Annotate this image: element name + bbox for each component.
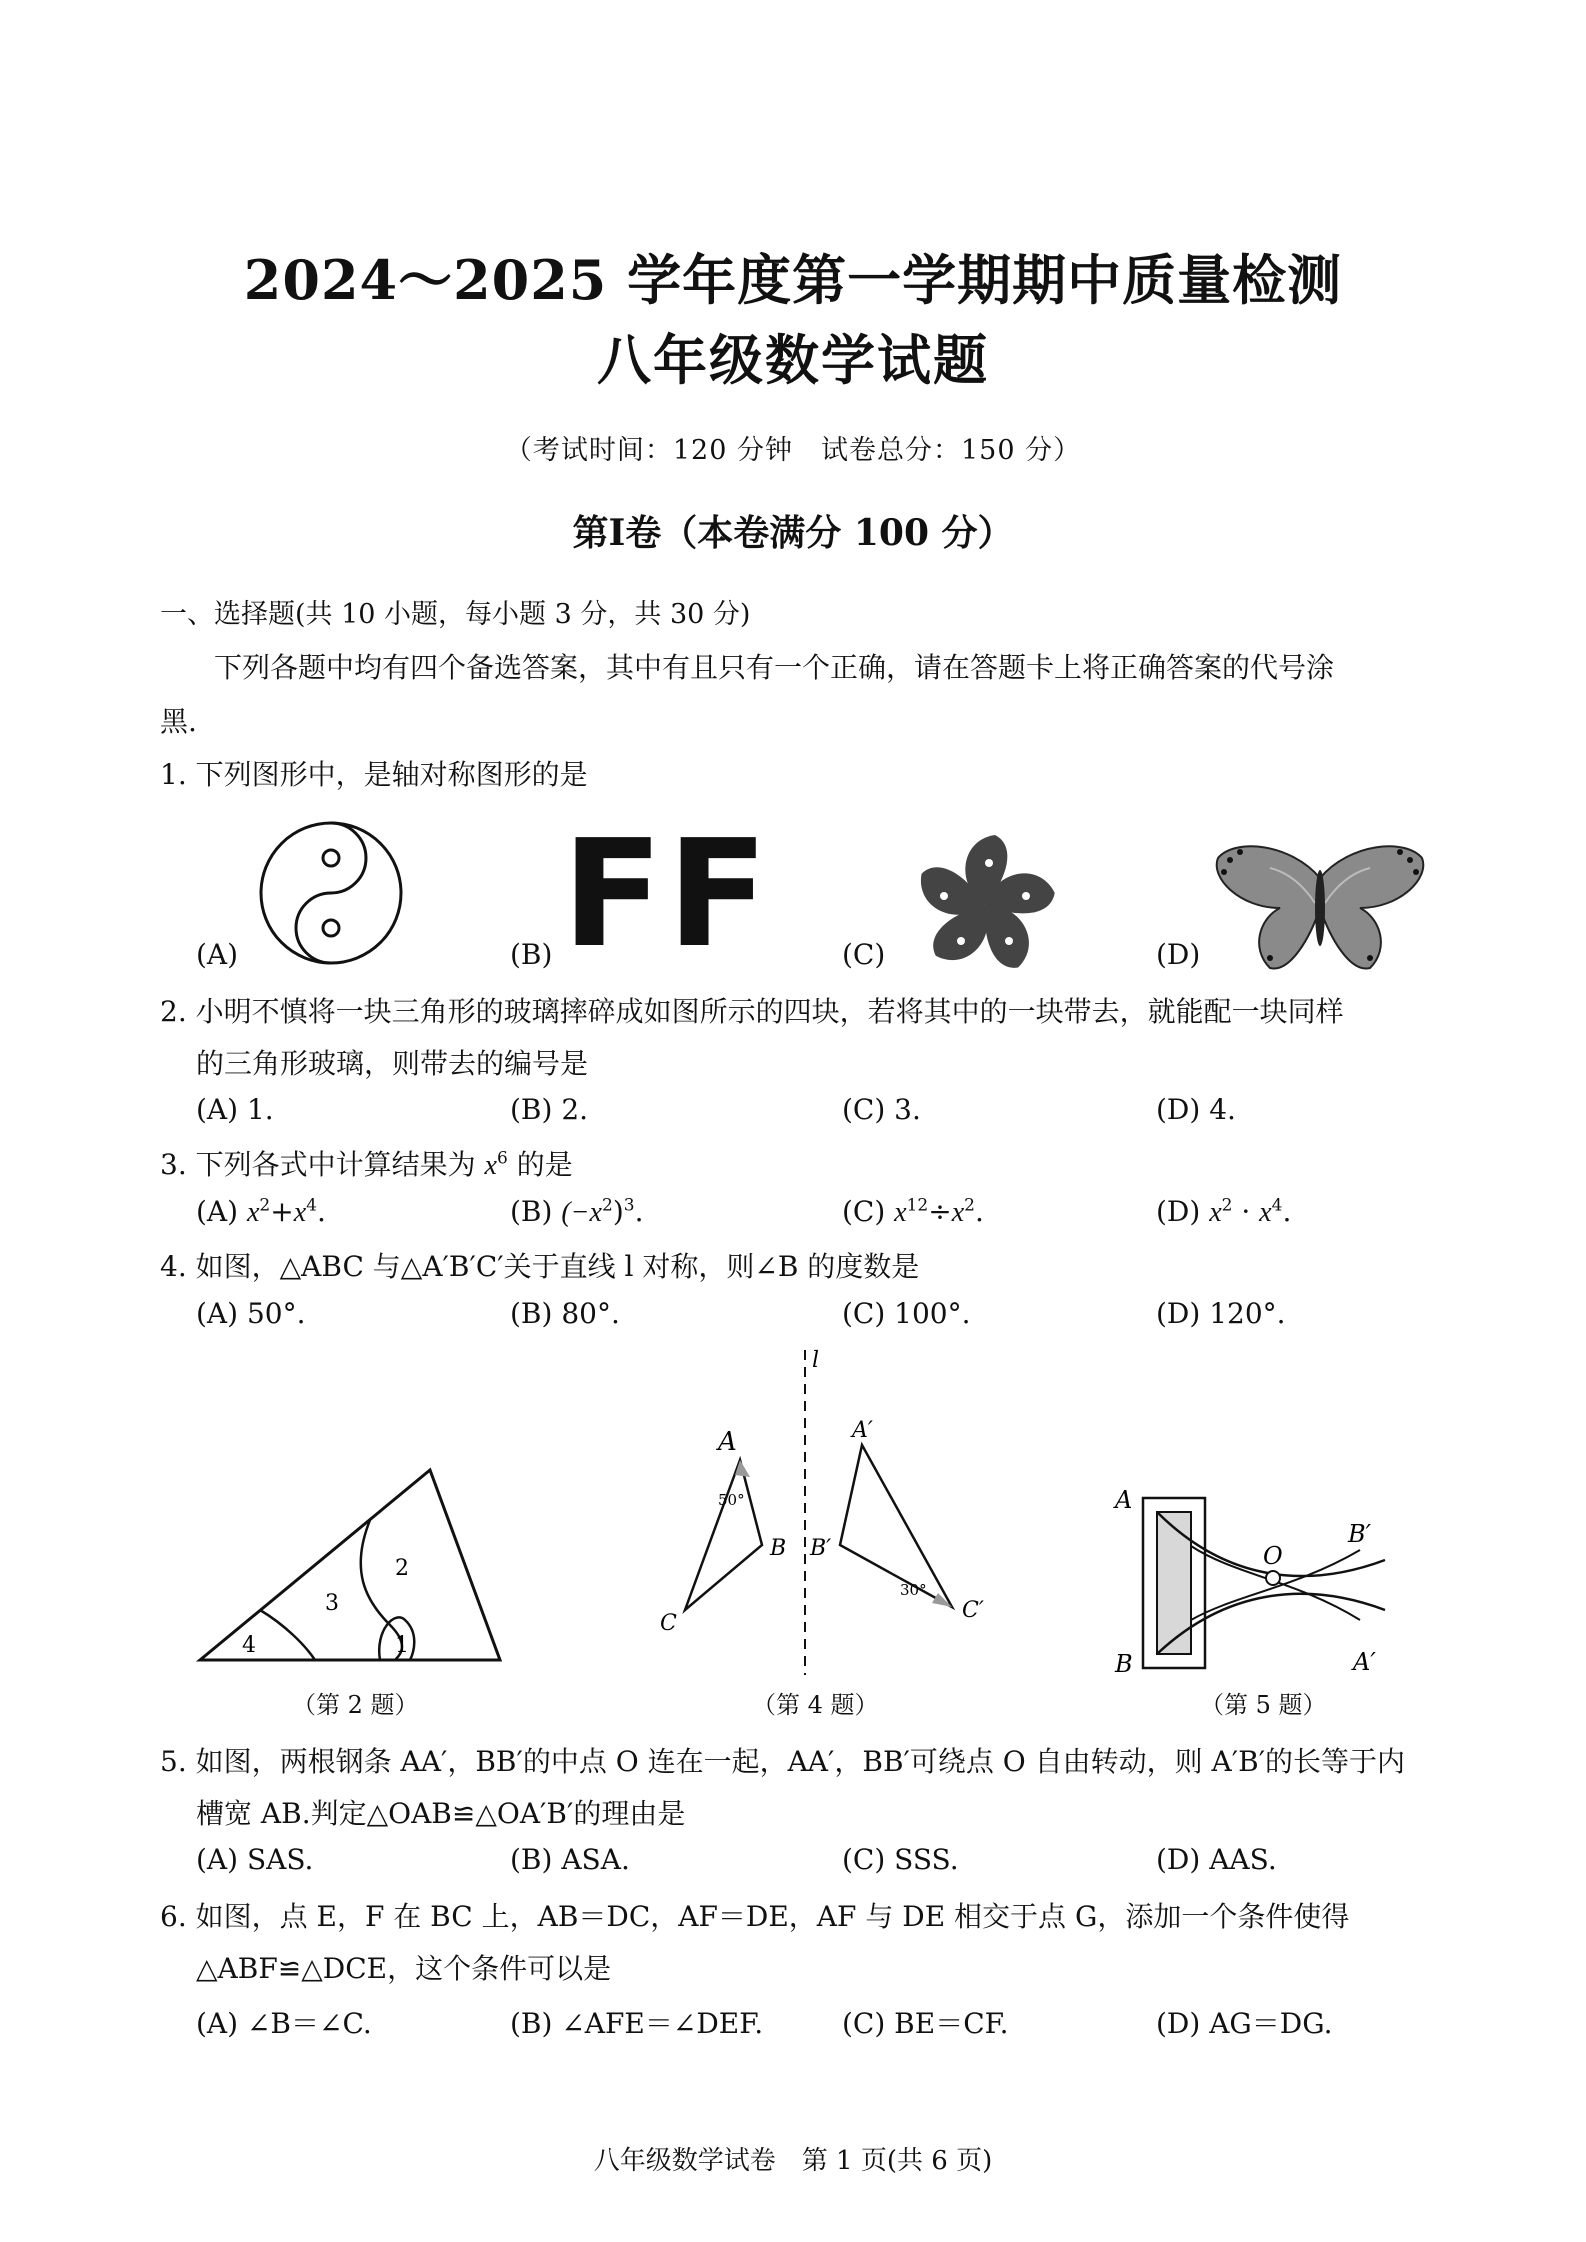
q4-option-d[interactable]: (D) 120°. [1156,1297,1286,1330]
line-label-l: l [812,1348,820,1373]
q3-option-b[interactable]: (B) $(-x^2)^3$. [510,1195,644,1228]
yin-yang-icon [256,818,406,968]
vertex-a: A [718,1427,737,1457]
angle-label-30: 30° [900,1581,927,1599]
q5-option-b[interactable]: (B) ASA. [510,1843,630,1876]
fig5-label-a: A [1115,1486,1133,1514]
q1-label-b: (B) [510,938,553,971]
vertex-b-prime: B′ [810,1536,832,1561]
section-heading: 一、选择题(共 10 小题，每小题 3 分，共 30 分) [160,599,751,630]
piece-label-2: 2 [395,1556,409,1581]
q1-stem: 1. 下列图形中，是轴对称图形的是 [160,758,588,791]
q5-stem-line1: 5. 如图，两根钢条 AA′，BB′的中点 O 连在一起，AA′，BB′可绕点 O 自由转动，则 A′B′的长等于内 [160,1745,1406,1778]
q2-stem-line1: 2. 小明不慎将一块三角形的玻璃摔碎成如图所示的四块，若将其中的一块带去，就能配一块同样 [160,995,1344,1028]
q2-option-a[interactable]: (A) 1. [196,1093,274,1126]
q1-label-c: (C) [842,938,886,971]
q5-option-a[interactable]: (A) SAS. [196,1843,314,1876]
vertex-c: C [660,1611,677,1636]
volume-heading: 第Ⅰ卷（本卷满分 100 分） [572,512,1014,554]
q6-stem-line1: 6. 如图，点 E，F 在 BC 上，AB＝DC，AF＝DE，AF 与 DE 相交于点 G，添加一个条件使得 [160,1900,1350,1933]
q2-option-d[interactable]: (D) 4. [1156,1093,1236,1126]
exam-title: 2024～2025 学年度第一学期期中质量检测 [243,248,1343,312]
q3-option-a[interactable]: (A) $x^2+x^4$. [196,1195,326,1228]
vertex-b: B [770,1536,787,1561]
q5-stem-line2: 槽宽 AB.判定△OAB≌△OA′B′的理由是 [196,1797,686,1830]
section-instruction-line1: 下列各题中均有四个备选答案，其中有且只有一个正确，请在答题卡上将正确答案的代号涂 [214,651,1335,684]
butterfly-icon [1210,838,1430,978]
q4-option-c[interactable]: (C) 100°. [842,1297,971,1330]
vertex-c-prime: C′ [962,1598,984,1623]
q5-option-c[interactable]: (C) SSS. [842,1843,959,1876]
q4-stem: 4. 如图，△ABC 与△A′B′C′关于直线 l 对称，则∠B 的度数是 [160,1250,920,1283]
q1-label-a: (A) [196,938,239,971]
q1-label-d: (D) [1156,938,1201,971]
figure-q4-caption: （第 4 题） [752,1691,879,1719]
q4-option-a[interactable]: (A) 50°. [196,1297,306,1330]
figure-q5-caption: （第 5 题） [1200,1691,1327,1719]
angle-label-50: 50° [718,1491,745,1509]
page-footer: 八年级数学试卷 第 1 页(共 6 页) [593,2146,993,2176]
q5-option-d[interactable]: (D) AAS. [1156,1843,1277,1876]
q3-option-d[interactable]: (D) $x^2 \cdot x^4$. [1156,1195,1292,1228]
fig5-label-a-prime: A′ [1353,1648,1376,1676]
q6-option-b[interactable]: (B) ∠AFE＝∠DEF. [510,2007,764,2040]
exam-info: （考试时间：120 分钟 试卷总分：150 分） [504,435,1082,466]
figure-q5-steel-bars [1105,1480,1415,1680]
q1-b-letters: FF [562,808,773,980]
piece-label-3: 3 [325,1591,339,1616]
q6-option-d[interactable]: (D) AG＝DG. [1156,2007,1333,2040]
q6-stem-line2: △ABF≌△DCE，这个条件可以是 [196,1952,612,1985]
q2-option-b[interactable]: (B) 2. [510,1093,589,1126]
piece-label-4: 4 [242,1633,256,1658]
section-instruction-line2: 黑. [160,705,197,738]
vertex-a-prime: A′ [852,1418,873,1443]
q6-option-c[interactable]: (C) BE＝CF. [842,2007,1009,2040]
fig5-label-o: O [1263,1542,1283,1570]
figure-q2-broken-triangle [190,1460,510,1680]
exam-subtitle: 八年级数学试题 [597,328,989,392]
piece-label-1: 1 [395,1633,409,1658]
q3-stem: 3. 下列各式中计算结果为 $x^6$ 的是 [160,1148,573,1181]
q6-option-a[interactable]: (A) ∠B＝∠C. [196,2007,372,2040]
q4-option-b[interactable]: (B) 80°. [510,1297,620,1330]
fig5-label-b: B [1115,1650,1133,1678]
bauhinia-flower-icon [895,830,1075,980]
figure-q4-symmetric-triangles [600,1345,1020,1685]
q2-option-c[interactable]: (C) 3. [842,1093,921,1126]
q2-stem-line2: 的三角形玻璃，则带去的编号是 [196,1047,589,1080]
figure-q2-caption: （第 2 题） [292,1691,419,1719]
fig5-label-b-prime: B′ [1348,1520,1372,1548]
q3-option-c[interactable]: (C) $x^{12}\div x^2$. [842,1195,984,1228]
